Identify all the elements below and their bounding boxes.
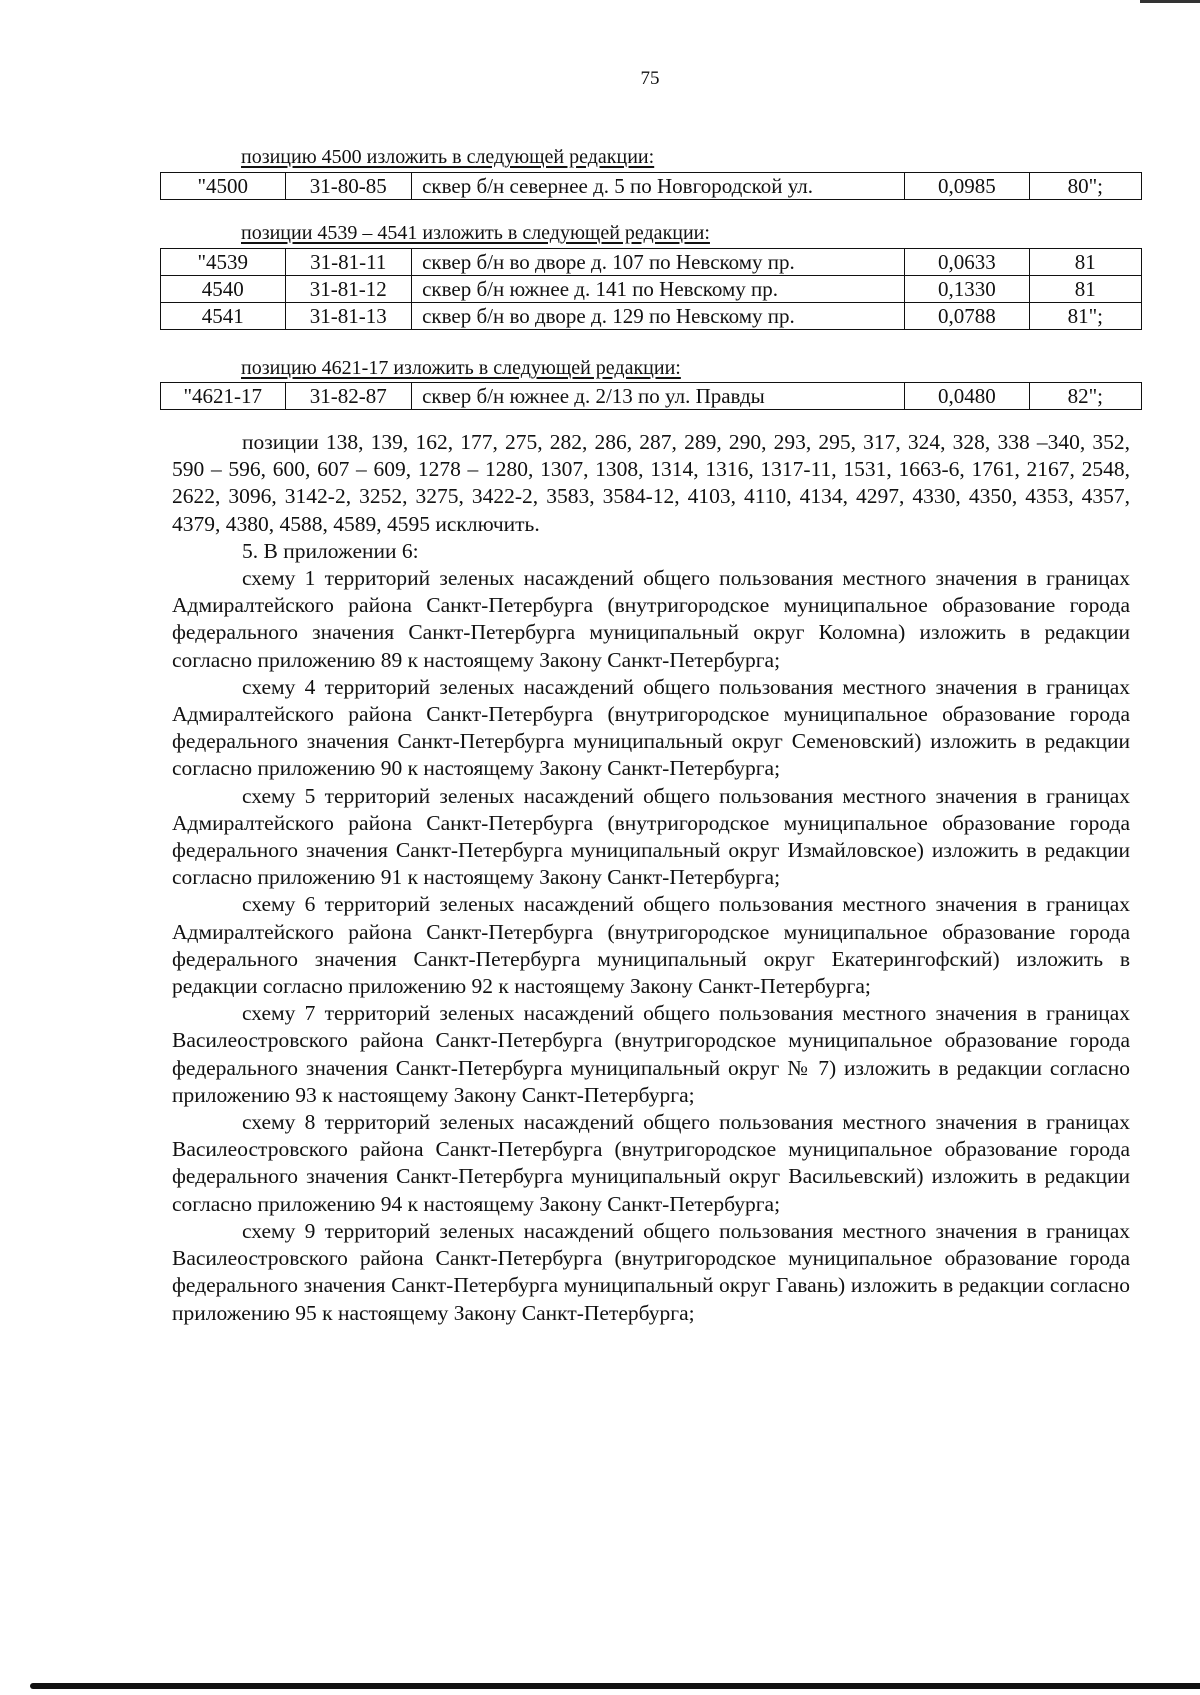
table-row — [161, 173, 1142, 200]
position-name: сквер б/н южнее д. 141 по Невскому пр. — [412, 276, 905, 303]
position-area: 0,1330 — [905, 276, 1030, 303]
scheme-paragraph: схему 6 территорий зеленых насаждений общего пользования местного значения в границах Адмиралтейского района Санкт-Петербурга (внутригородское муниципальное образование города федерального значения Санкт-Петербурга муниципальный округ Екатерингофский) изложить в редакции согласно приложению 92 к настоящему Закону Санкт-Петербурга; — [172, 892, 1130, 999]
page-number: 75 — [640, 68, 660, 89]
section-heading: 5. В приложении 6: — [242, 538, 419, 563]
block3-table — [160, 382, 1142, 410]
position-code: 31-81-11 — [285, 249, 412, 276]
position-name: сквер б/н во дворе д. 107 по Невскому пр. — [412, 249, 905, 276]
position-name: сквер б/н севернее д. 5 по Новгородской ул. — [412, 173, 905, 200]
scheme-paragraph: схему 9 территорий зеленых насаждений общего пользования местного значения в границах Василеостровского района Санкт-Петербурга (внутригородское муниципальное образование города федерального значения Санкт-Петербурга муниципальный округ Гавань) изложить в редакции согласно приложению 95 к настоящему Закону Санкт-Петербурга; — [172, 1218, 1130, 1325]
position-name: сквер б/н во дворе д. 129 по Невскому пр. — [412, 303, 905, 330]
position-district: 82"; — [1029, 383, 1141, 410]
position-number: 4540 — [161, 276, 286, 303]
scheme-paragraph: схему 8 территорий зеленых насаждений общего пользования местного значения в границах Василеостровского района Санкт-Петербурга (внутригородское муниципальное образование города федерального значения Санкт-Петербурга муниципальный округ Васильевский) изложить в редакции согласно приложению 94 к настоящему Закону Санкт-Петербурга; — [172, 1110, 1130, 1216]
block1-table — [160, 172, 1142, 200]
table-row — [161, 383, 1142, 410]
position-number: 4541 — [161, 303, 286, 330]
position-number: "4500 — [161, 173, 286, 200]
position-district: 81"; — [1029, 303, 1141, 330]
table-row — [161, 276, 1142, 303]
position-area: 0,0633 — [905, 249, 1030, 276]
scheme-paragraph: схему 1 территорий зеленых насаждений общего пользования местного значения в границах Адмиралтейского района Санкт-Петербурга (внутригородское муниципальное образование города федерального значения Санкт-Петербурга муниципальный округ Коломна) изложить в редакции согласно приложению 89 к настоящему Закону Санкт-Петербурга; — [172, 566, 1130, 672]
table-row — [161, 303, 1142, 330]
position-code: 31-81-13 — [285, 303, 412, 330]
position-area: 0,0788 — [905, 303, 1030, 330]
position-district: 80"; — [1029, 173, 1141, 200]
table-row — [161, 249, 1142, 276]
scheme-paragraph: схему 5 территорий зеленых насаждений общего пользования местного значения в границах Адмиралтейского района Санкт-Петербурга (внутригородское муниципальное образование города федерального значения Санкт-Петербурга муниципальный округ Измайловское) изложить в редакции согласно приложению 91 к настоящему Закону Санкт-Петербурга; — [172, 783, 1130, 890]
position-district: 81 — [1029, 276, 1141, 303]
position-district: 81 — [1029, 249, 1141, 276]
position-number: "4539 — [161, 249, 286, 276]
position-code: 31-82-87 — [285, 383, 412, 410]
position-area: 0,0985 — [905, 173, 1030, 200]
block2-table — [160, 248, 1142, 330]
block2-intro: позиции 4539 – 4541 изложить в следующей редакции: — [241, 222, 710, 244]
position-area: 0,0480 — [905, 383, 1030, 410]
scheme-paragraph: схему 4 территорий зеленых насаждений общего пользования местного значения в границах Адмиралтейского района Санкт-Петербурга (внутригородское муниципальное образование города федерального значения Санкт-Петербурга муниципальный округ Семеновский) изложить в редакции согласно приложению 90 к настоящему Закону Санкт-Петербурга; — [172, 674, 1130, 781]
block3-intro: позицию 4621-17 изложить в следующей редакции: — [241, 357, 681, 379]
position-code: 31-80-85 — [285, 173, 412, 200]
scan-edge-mark — [1140, 0, 1200, 3]
position-number: "4621-17 — [161, 383, 286, 410]
scan-bottom-edge — [30, 1683, 1200, 1689]
excluded-positions-paragraph: позиции 138, 139, 162, 177, 275, 282, 286, 287, 289, 290, 293, 295, 317, 324, 328, 338 –340, 352, 590 – 596, 600, 607 – 609, 1278 – 1280, 1307, 1308, 1314, 1316, 1317-11, 1531, 1663-6, 1761, 2167, 2548, 2622, 3096, 3142-2, 3252, 3275, 3422-2, 3583, 3584-12, 4103, 4110, 4134, 4297, 4330, 4350, 4353, 4357, 4379, 4380, 4588, 4589, 4595 исключить. — [172, 430, 1130, 536]
scheme-paragraph: схему 7 территорий зеленых насаждений общего пользования местного значения в границах Василеостровского района Санкт-Петербурга (внутригородское муниципальное образование города федерального значения Санкт-Петербурга муниципальный округ № 7) изложить в редакции согласно приложению 93 к настоящему Закону Санкт-Петербурга; — [172, 1001, 1130, 1107]
block1-intro: позицию 4500 изложить в следующей редакции: — [241, 146, 655, 168]
position-code: 31-81-12 — [285, 276, 412, 303]
position-name: сквер б/н южнее д. 2/13 по ул. Правды — [412, 383, 905, 410]
body-text — [172, 429, 1130, 1327]
